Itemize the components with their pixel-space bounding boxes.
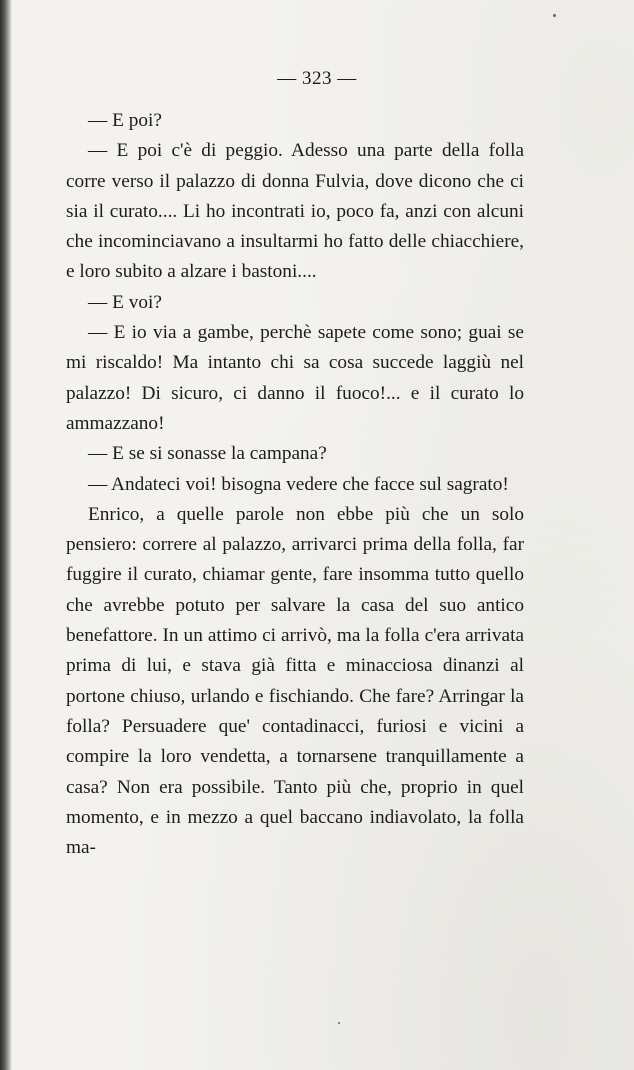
- dialogue-line: — Andateci voi! bisogna vedere che facce sul sagrato!: [88, 473, 509, 495]
- dialogue-line: — E se si sonasse la campana?: [88, 443, 327, 465]
- binding-edge: [0, 0, 12, 1070]
- narrative-paragraph: Enrico, a quelle parole non ebbe più che un solo pensiero: correre al palazzo, arrivarci prima della folla, far fuggire il curato, chiamar gente, fare insomma tutto quello che avrebbe potuto per salvare la casa del suo antico benefattore. In un attimo ci arrivò, ma la folla c'era arrivata prima di lui, e stava già fitta e minacciosa dinanzi al portone chiuso, urlando e fischiando. Che fare? Arringar la folla? Persuadere que' contadinacci, furiosi e vicini a compire la loro vendetta, a tornarsene tranquillamente a casa? Non era possibile. Tanto più che, proprio in quel momento, e in mezzo a quel baccano indiavolato, la folla ma-: [66, 503, 524, 859]
- dialogue-line: — E poi?: [88, 110, 162, 131]
- dialogue-line: — E poi c'è di peggio. Adesso una parte della folla corre verso il palazzo di donna Fulvia, dove dicono che ci sia il curato.... Li ho incontrati io, poco fa, anzi con alcuni che incominciavano a insultarmi ho fatto delle chiacchiere, e loro subito a alzare i bastoni....: [66, 140, 524, 283]
- page-number: — 323 —: [277, 68, 357, 89]
- dialogue-line: — E io via a gambe, perchè sapete come sono; guai se mi riscaldo! Ma intanto chi sa cosa succede laggiù nel palazzo! Di sicuro, ci danno il fuoco!... e il curato lo ammazzano!: [66, 322, 524, 434]
- paper-speck: [553, 14, 556, 17]
- paper-speck: [338, 1022, 340, 1024]
- body-text: [66, 106, 524, 863]
- dialogue-line: — E voi?: [88, 291, 162, 313]
